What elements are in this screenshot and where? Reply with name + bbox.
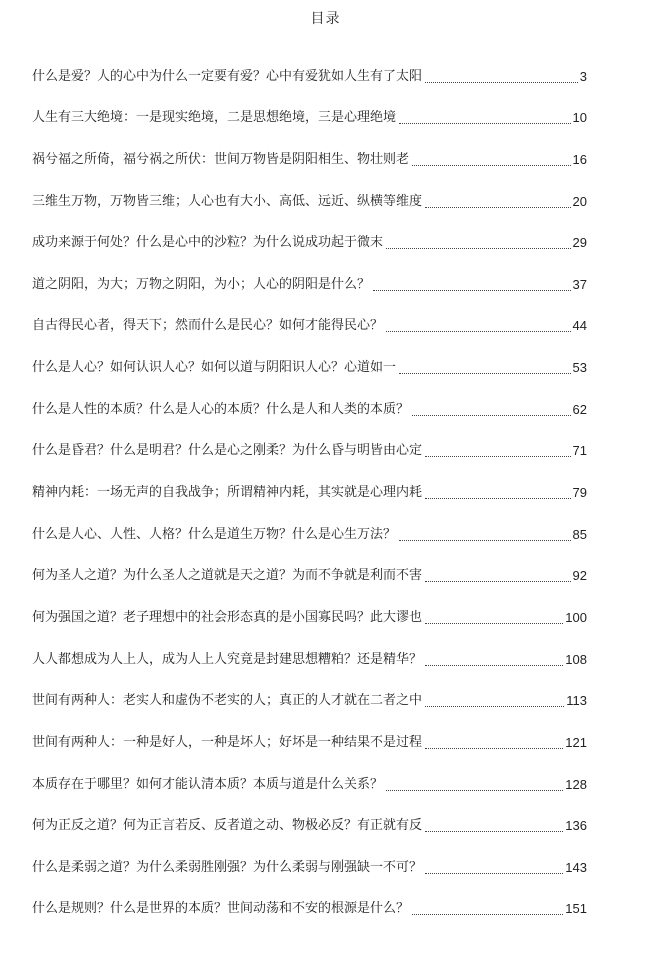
toc-dot-leader: [425, 665, 563, 666]
toc-dot-leader: [386, 248, 571, 249]
toc-entry-title: 什么是昏君？什么是明君？什么是心之刚柔？为什么昏与明皆由心定: [32, 443, 423, 459]
toc-page-number: 100: [565, 609, 587, 625]
toc-entry[interactable]: [32, 423, 587, 465]
toc-entry-title: 什么是人心？如何认识人心？如何以道与阴阳识人心？心道如一: [32, 360, 397, 376]
toc-entry[interactable]: [32, 48, 587, 90]
toc-dot-leader: [425, 456, 571, 457]
toc-entry[interactable]: [32, 714, 587, 756]
toc-dot-leader: [425, 706, 564, 707]
toc-page-number: 79: [572, 485, 587, 501]
toc-dot-leader: [386, 790, 563, 791]
toc-page-number: 53: [572, 360, 587, 376]
toc-entry-title: 何为强国之道？老子理想中的社会形态真的是小国寡民吗？此大谬也: [32, 609, 423, 625]
toc-page-number: 136: [565, 818, 587, 834]
toc-dot-leader: [412, 914, 563, 915]
toc-dot-leader: [425, 498, 571, 499]
toc-dot-leader: [399, 123, 571, 124]
toc-entry[interactable]: [32, 256, 587, 298]
toc-entry-title: 三维生万物，万物皆三维；人心也有大小、高低、远近、纵横等维度: [32, 193, 423, 209]
toc-page-number: 71: [572, 443, 587, 459]
toc-dot-leader: [412, 165, 571, 166]
toc-entry[interactable]: [32, 589, 587, 631]
toc-entry-title: 道之阴阳，为大；万物之阴阳，为小；人心的阴阳是什么？: [32, 276, 371, 292]
toc-page-number: 44: [572, 318, 587, 334]
toc-entry[interactable]: [32, 381, 587, 423]
toc-dot-leader: [425, 873, 563, 874]
toc-entry-title: 什么是柔弱之道？为什么柔弱胜刚强？为什么柔弱与刚强缺一不可？: [32, 859, 423, 875]
toc-page-number: 92: [572, 568, 587, 584]
toc-entry[interactable]: [32, 673, 587, 715]
toc-dot-leader: [425, 748, 563, 749]
toc-entry-title: 成功来源于何处？什么是心中的沙粒？为什么说成功起于微末: [32, 235, 384, 251]
toc-entry[interactable]: [32, 173, 587, 215]
toc-entry-title: 什么是人心、人性、人格？什么是道生万物？什么是心生万法？: [32, 526, 397, 542]
toc-page-number: 151: [565, 901, 587, 917]
toc-entry[interactable]: [32, 756, 587, 798]
toc-dot-leader: [425, 207, 571, 208]
toc-dot-leader: [373, 290, 571, 291]
toc-entry-title: 世间有两种人：老实人和虚伪不老实的人；真正的人才就在二者之中: [32, 693, 423, 709]
toc-entry-title: 人生有三大绝境：一是现实绝境，二是思想绝境，三是心理绝境: [32, 110, 397, 126]
toc-page-number: 16: [572, 151, 587, 167]
toc-entry[interactable]: [32, 464, 587, 506]
toc-dot-leader: [399, 373, 571, 374]
toc-entry[interactable]: [32, 881, 587, 923]
toc-dot-leader: [425, 623, 563, 624]
toc-title: 目录: [310, 11, 341, 27]
toc-entry-title: 何为正反之道？何为正言若反、反者道之动、物极必反？有正就有反: [32, 818, 423, 834]
toc-dot-leader: [425, 82, 578, 83]
toc-entry-title: 什么是规则？什么是世界的本质？世间动荡和不安的根源是什么？: [32, 901, 410, 917]
toc-entry[interactable]: [32, 298, 587, 340]
toc-page-number: 37: [572, 276, 587, 292]
toc-list: [32, 48, 587, 922]
toc-entry[interactable]: [32, 339, 587, 381]
toc-entry[interactable]: [32, 215, 587, 257]
toc-dot-leader: [412, 415, 571, 416]
toc-entry-title: 什么是爱？人的心中为什么一定要有爱？心中有爱犹如人生有了太阳: [32, 68, 423, 84]
toc-page-number: 10: [572, 110, 587, 126]
toc-page-number: 29: [572, 235, 587, 251]
toc-entry-title: 什么是人性的本质？什么是人心的本质？什么是人和人类的本质？: [32, 401, 410, 417]
toc-dot-leader: [399, 540, 571, 541]
toc-dot-leader: [386, 331, 571, 332]
toc-entry[interactable]: [32, 631, 587, 673]
toc-entry-title: 精神内耗：一场无声的自我战争；所谓精神内耗，其实就是心理内耗: [32, 485, 423, 501]
toc-page-number: 20: [572, 193, 587, 209]
toc-entry[interactable]: [32, 131, 587, 173]
toc-page-number: 62: [572, 401, 587, 417]
toc-page-number: 108: [565, 651, 587, 667]
toc-page-number: 121: [565, 734, 587, 750]
toc-entry-title: 世间有两种人：一种是好人，一种是坏人；好坏是一种结果不是过程: [32, 734, 423, 750]
toc-dot-leader: [425, 831, 563, 832]
toc-page-number: 113: [566, 693, 587, 709]
toc-entry[interactable]: [32, 90, 587, 132]
toc-entry-title: 祸兮福之所倚，福兮祸之所伏：世间万物皆是阴阳相生、物壮则老: [32, 151, 410, 167]
toc-entry[interactable]: [32, 548, 587, 590]
toc-page-number: 128: [565, 776, 587, 792]
toc-entry[interactable]: [32, 798, 587, 840]
toc-entry-title: 何为圣人之道？为什么圣人之道就是天之道？为而不争就是利而不害: [32, 568, 423, 584]
toc-entry-title: 自古得民心者，得天下；然而什么是民心？如何才能得民心？: [32, 318, 384, 334]
toc-page-number: 143: [565, 859, 587, 875]
toc-page-number: 85: [572, 526, 587, 542]
toc-entry[interactable]: [32, 506, 587, 548]
toc-entry-title: 人人都想成为人上人，成为人上人究竟是封建思想糟粕？还是精华？: [32, 651, 423, 667]
toc-entry[interactable]: [32, 839, 587, 881]
toc-page-number: 3: [579, 68, 587, 84]
toc-entry-title: 本质存在于哪里？如何才能认清本质？本质与道是什么关系？: [32, 776, 384, 792]
toc-dot-leader: [425, 581, 571, 582]
